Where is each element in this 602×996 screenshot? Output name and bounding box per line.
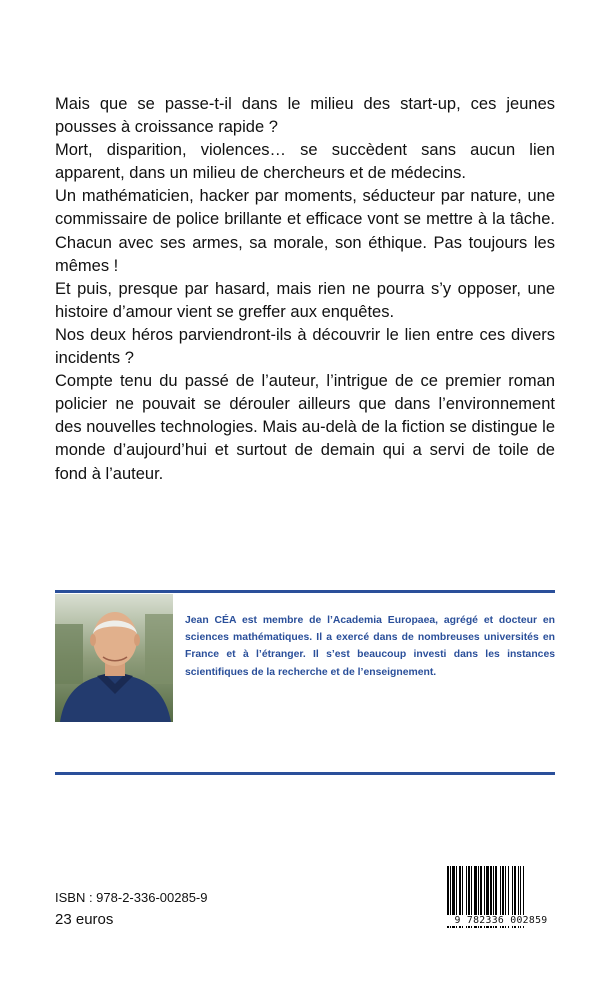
- blurb-paragraph: Mort, disparition, violences… se succèdent sans aucun lien apparent, dans un milieu de chercheurs et de médecins.: [55, 141, 555, 183]
- bottom-divider: [55, 772, 555, 775]
- blurb-paragraph: Et puis, presque par hasard, mais rien ne pourra s’y opposer, une histoire d’amour vient se greffer aux enquêtes.: [55, 279, 555, 321]
- blurb-paragraph: Nos deux héros parviendront-ils à découvrir le lien entre ces divers incidents ?: [55, 325, 555, 368]
- blurb-paragraph: Mais que se passe-t-il dans le milieu des start-up, ces jeunes pousses à croissance rapide ?: [55, 95, 555, 137]
- author-photo: [55, 594, 173, 722]
- top-divider: [55, 590, 555, 593]
- blurb-paragraph: Compte tenu du passé de l’auteur, l’intrigue de ce premier roman policier ne pouvait se dérouler ailleurs que dans l’environnement des nouvelles technologies. Mais au-delà de la fiction se distingue le monde d’aujourd’hui et surtout de demain qui a servi de toile de fond à l’auteur.: [55, 372, 555, 483]
- author-bio: Jean CÉA est membre de l’Academia Europaea, agrégé et docteur en sciences mathématiques. Il a exercé dans de nombreuses universités en France et à l’étranger. Il s’est beaucoup investi dans les instances scientifiques de la recherche et de l’enseignement.: [185, 615, 555, 678]
- back-cover-blurb: [55, 93, 555, 486]
- barcode-digits: 9 782336 002859: [440, 915, 562, 926]
- blurb-paragraph: Un mathématicien, hacker par moments, séducteur par nature, une commissaire de police brillante et efficace vont se mettre à la tâche. Chacun avec ses armes, sa morale, son éthique. Pas toujours les mêmes !: [55, 187, 555, 275]
- isbn: ISBN : 978-2-336-00285-9: [55, 890, 208, 905]
- price: 23 euros: [55, 911, 114, 928]
